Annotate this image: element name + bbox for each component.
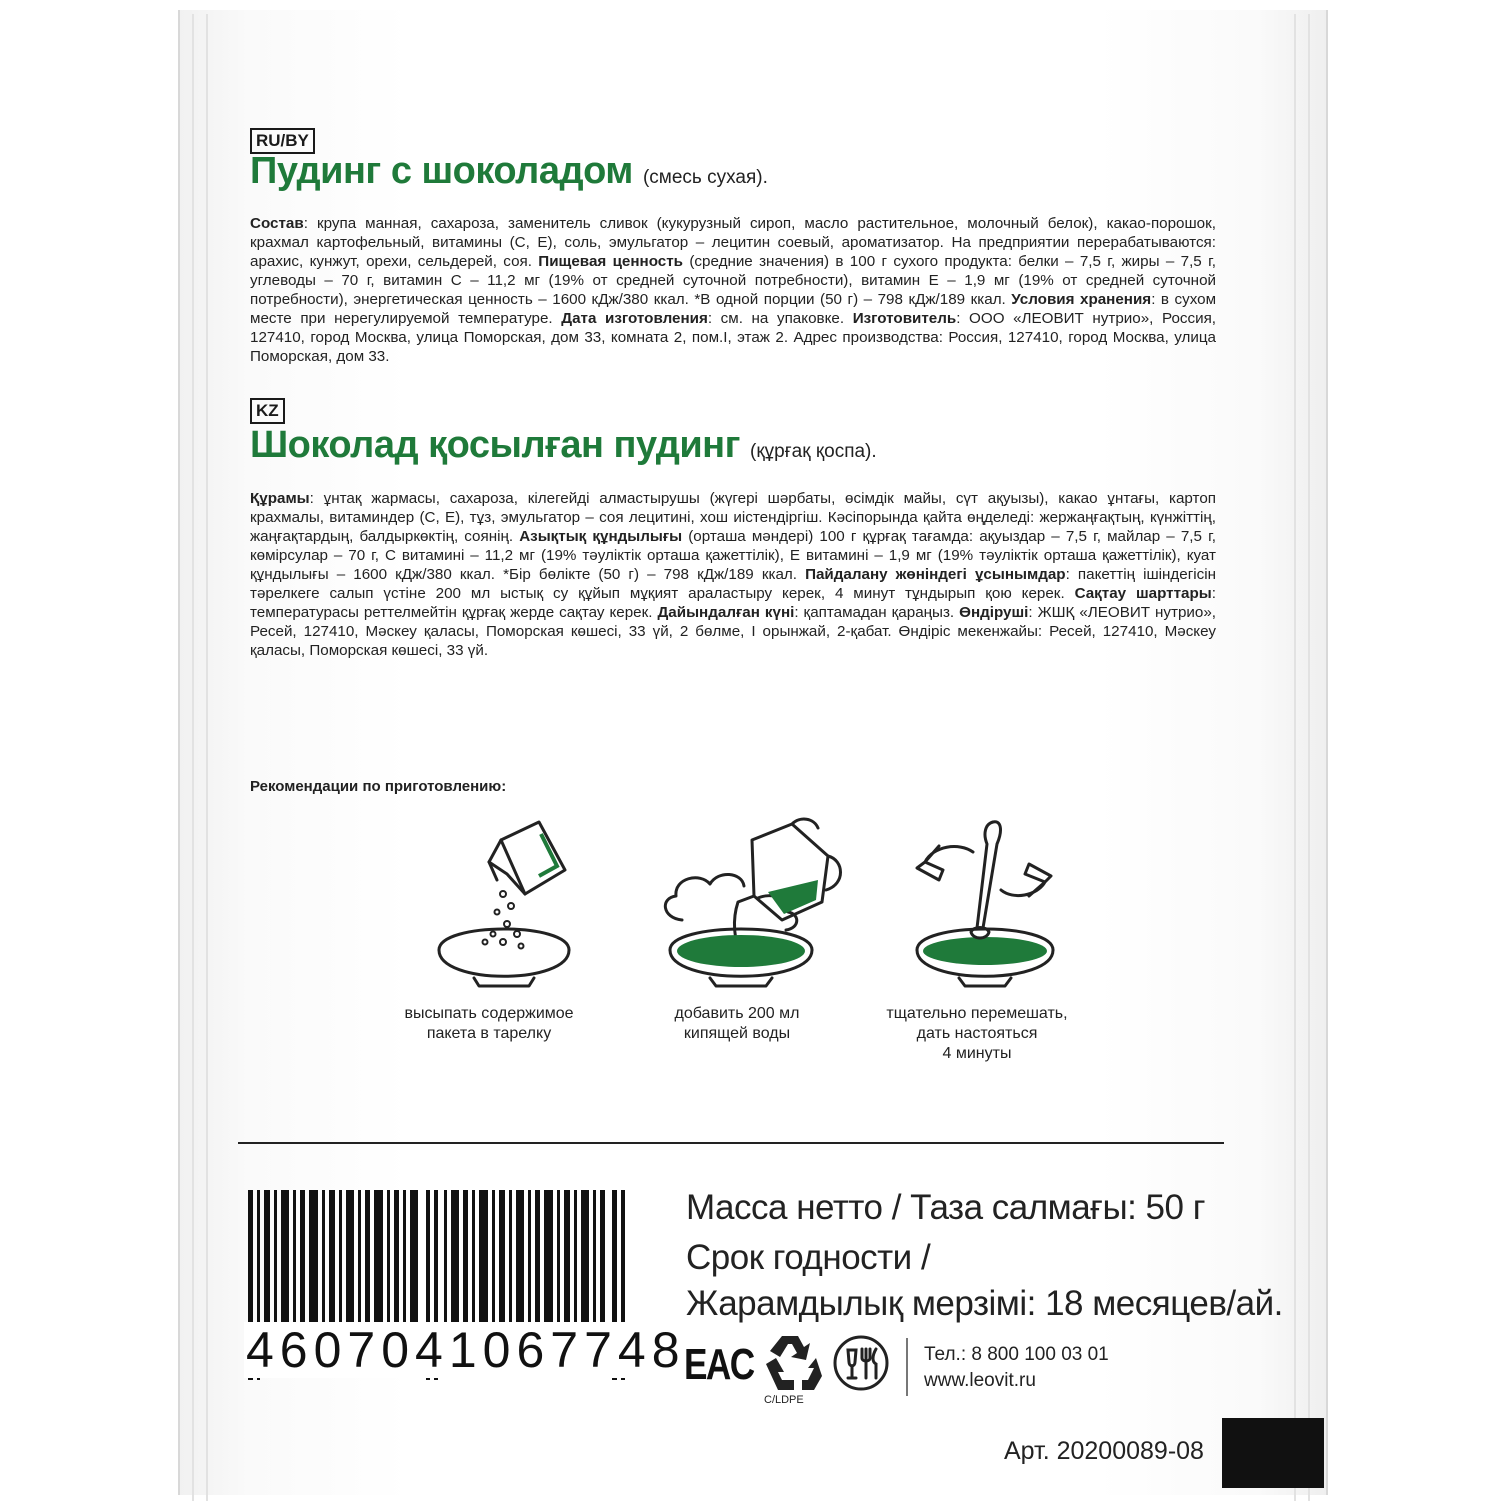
recycle-icon: [758, 1330, 822, 1396]
usage-text-kz: : пакеттің ішіндегісін тәрелкеге салып үстіне 200 мл ыстық су құйып мұқият араластыру керек, 4 минут тұндырып қою керек.: [250, 566, 1216, 602]
phone: Тел.: 8 800 100 03 01: [924, 1344, 1109, 1365]
date-text-kz: : қаптамадан қараңыз.: [794, 604, 960, 621]
storage-text-ru: : в сухом месте при нерегулируемой температуре.: [250, 291, 1217, 327]
recommendations-title: Рекомендации по приготовлению:: [250, 778, 507, 795]
caption-line: 4 минуты: [942, 1045, 1012, 1062]
packet-seam: [206, 14, 208, 1501]
net-weight: Масса нетто / Таза салмағы: 50 г: [686, 1188, 1205, 1227]
date-label-kz: Дайындалған күні: [657, 604, 795, 621]
step-pour-sachet: [374, 810, 604, 1044]
maker-label-ru: Изготовитель: [852, 310, 957, 327]
storage-label-ru: Условия хранения: [1011, 291, 1152, 308]
usage-label-kz: Пайдалану жөніндегі ұсынымдар: [805, 566, 1066, 583]
caption-line: дать настояться: [916, 1025, 1038, 1042]
step-add-water: [622, 810, 852, 1044]
caption-line: кипящей воды: [683, 1025, 791, 1042]
shelf-life-line2: Жарамдылық мерзімі: 18 месяцев/ай.: [686, 1284, 1283, 1323]
article-number: Арт. 20200089-08: [1004, 1437, 1204, 1465]
description-kz: [250, 489, 1216, 660]
caption-line: тщательно перемешать,: [886, 1005, 1068, 1022]
composition-text-ru: : крупа манная, сахароза, заменитель сливок (кукурузный сироп, масло растительное, молочный белок), какао-порошок, крахмал картофельный, витамины (С, Е), соль, эмульгатор – лецитин соевый, ароматизатор. На предприятии перерабатываются: арахис, кунжут, орехи, сельдерей, соя.: [250, 215, 1216, 270]
product-title-kz: [250, 424, 877, 467]
lang-tag-kz: KZ: [250, 398, 285, 424]
print-mark: [1222, 1418, 1324, 1488]
packet-seam: [1308, 14, 1310, 1501]
website-link[interactable]: www.leovit.ru: [924, 1370, 1036, 1391]
storage-label-kz: Сақтау шарттары: [1074, 585, 1212, 602]
packet-seam: [1294, 14, 1296, 1501]
shelf-life-line1: Срок годности /: [686, 1238, 931, 1277]
composition-label-ru: Состав: [250, 215, 304, 232]
food-safe-icon: [832, 1334, 890, 1392]
step-caption: [862, 1004, 1092, 1064]
storage-text-kz: : температурасы реттелмейтін құрғақ жерде сақтау керек.: [250, 585, 1216, 621]
stir-spoon-icon: [877, 810, 1077, 990]
kettle-pour-icon: [622, 810, 862, 990]
subtitle-kz: (құрғақ қоспа).: [750, 441, 877, 462]
barcode-number: 4607041067748: [246, 1322, 686, 1378]
subtitle-ru: (смесь сухая).: [642, 167, 768, 188]
caption-line: добавить 200 мл: [674, 1005, 800, 1022]
packet-seam: [192, 14, 194, 1501]
title-kz-text: Шоколад қосылған пудинг: [250, 424, 740, 466]
maker-label-kz: Өндіруші: [959, 604, 1029, 621]
recycle-label: C/LDPE: [764, 1394, 804, 1406]
nutrition-text-ru: (средние значения) в 100 г сухого продукта: белки – 7,5 г, жиры – 7,5 г, углеводы – 70 г, витамин С – 11,2 мг (19% от средней суточной потребности), витамин Е – 1,9 мг (19% от средней суточной потребности), энергетическая ценность – 1600 кДж/380 ккал. *В одной порции (50 г) – 798 кДж/189 ккал.: [250, 253, 1216, 308]
product-title-ru: [250, 150, 768, 193]
step-caption: [374, 1004, 604, 1044]
maker-text-kz: : ЖШҚ «ЛЕОВИТ нутрио», Ресей, 127410, Мәскеу қаласы, Поморская көшесі, 33 үй, 2 бөлме, I орынжай, 2-қабат. Өндіріс мекенжайы: Ресей, 127410, Мәскеу қаласы, Поморская көшесі, 33 үй.: [250, 604, 1216, 659]
lang-tag-ru: RU/BY: [250, 128, 315, 154]
pour-sachet-icon: [389, 810, 589, 990]
date-label-ru: Дата изготовления: [561, 310, 708, 327]
nutrition-label-ru: Пищевая ценность: [538, 253, 684, 270]
nutrition-text-kz: (орташа мәндері) 100 г құрғақ тағамда: ақуыздар – 7,5 г, майлар – 7,5 г, көмірсулар – 70 г, С витамині – 11,2 мг (19% тәуліктік орташа қажеттілік), Е витамині – 1,9 мг (19% тәуліктік орташа қажеттілік), куат құндылығы – 1600 кДж/380 ккал. *Бір бөлікте (50 г) – 798 кДж/189 ккал.: [250, 528, 1216, 583]
description-ru: [250, 214, 1216, 366]
date-text-ru: : см. на упаковке.: [707, 310, 853, 327]
step-stir: [862, 810, 1092, 1064]
maker-text-ru: : ООО «ЛЕОВИТ нутрио», Россия, 127410, город Москва, улица Поморская, дом 33, комната 2, пом.I, этаж 2. Адрес производства: Россия, 127410, город Москва, улица Поморская, дом 33.: [250, 310, 1217, 365]
composition-text-kz: : ұнтақ жармасы, сахароза, кілегейді алмастырушы (жүгері шәрбаты, өсімдік майы, сүт ақуызы), какао ұнтағы, картоп крахмалы, витаминдер (С, Е), тұз, эмульгатор – соя лецитині, хош иістендіргіш. Кәсіпорында қайта өңделеді: жержаңғақтың, күнжіттің, жаңғақтардың, балдыркөктің, соянің.: [250, 490, 1216, 545]
step-caption: [622, 1004, 852, 1044]
nutrition-label-kz: Азықтық құндылығы: [519, 528, 683, 545]
eac-icon: EAC: [684, 1340, 754, 1389]
section-divider: [238, 1142, 1224, 1144]
title-ru-text: Пудинг с шоколадом: [250, 150, 633, 192]
caption-line: высыпать содержимое: [404, 1005, 574, 1022]
contact-separator: [906, 1338, 908, 1396]
composition-label-kz: Құрамы: [250, 490, 310, 507]
caption-line: пакета в тарелку: [426, 1025, 552, 1042]
